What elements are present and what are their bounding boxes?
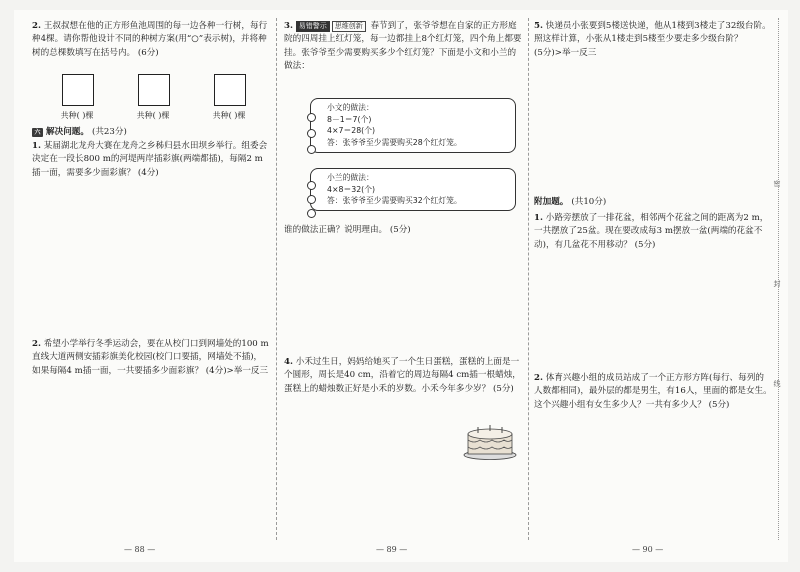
binder-ring-icon bbox=[307, 209, 316, 218]
page-number-88: — 88 — bbox=[124, 544, 156, 554]
section-title: 解决问题。 bbox=[46, 127, 89, 137]
question-number: 2. bbox=[32, 339, 41, 349]
column-divider bbox=[528, 18, 529, 540]
question-points: (5分) bbox=[634, 239, 656, 250]
question-points: (5分) bbox=[708, 399, 730, 410]
xiaowen-method-box bbox=[310, 98, 516, 153]
question-points: (5分) bbox=[389, 225, 411, 235]
extra-section-heading bbox=[534, 196, 606, 209]
column-left bbox=[32, 20, 270, 540]
method-answer: 答：张爷爷至少需要购买32个红灯笼。 bbox=[327, 196, 462, 206]
page-number-90: — 90 — bbox=[632, 544, 664, 554]
binder-ring-icon bbox=[307, 129, 316, 138]
fishpond-square-2[interactable] bbox=[138, 74, 170, 106]
section-points: (共10分) bbox=[571, 197, 607, 207]
question-number: 2. bbox=[534, 373, 543, 383]
seal-mark-xian: 线 bbox=[773, 380, 781, 387]
tag-thinking-innovation: 思维创新 bbox=[332, 21, 366, 32]
question-points: (6分) bbox=[137, 47, 159, 58]
question-stairs bbox=[534, 20, 772, 60]
question-tree-planting bbox=[32, 20, 270, 60]
question-text: 小路旁摆放了一排花盆，相邻两个花盆之间的距离为2 m，一共摆放了25盆。现在要改成每3 m摆放一盆(两端的花盆不动)，有几盆花不用移动？ bbox=[534, 213, 769, 250]
question-points: (4分) bbox=[137, 167, 159, 178]
method-title: 小兰的做法： bbox=[327, 173, 374, 182]
section-icon: 六 bbox=[32, 128, 43, 137]
question-number: 1. bbox=[32, 141, 41, 151]
question-number: 4. bbox=[284, 357, 293, 367]
binder-ring-icon bbox=[307, 181, 316, 190]
question-lanterns bbox=[284, 20, 522, 73]
question-text: 小禾过生日，妈妈给她买了一个生日蛋糕，蛋糕的上面是一个圆形，周长是40 cm，沿着它的周边每隔4 cm插一根蜡烛，蛋糕上的蜡烛数正好是小禾的岁数。小禾今年多少岁？ bbox=[284, 357, 521, 394]
method-title: 小文的做法： bbox=[327, 103, 374, 112]
birthday-cake-image bbox=[462, 422, 518, 460]
seal-mark-feng: 封 bbox=[773, 280, 781, 287]
tree-count-label-1: 共种( )棵 bbox=[60, 111, 94, 120]
question-number: 2. bbox=[32, 21, 41, 31]
question-text: 某届湖北龙舟大赛在龙舟之乡秭归县水田坝乡举行。组委会决定在一段长800 m的河堤两岸插彩旗(两端都插)，每隔2 m插一面，需要多少面彩旗？ bbox=[32, 141, 268, 178]
question-points: (4分)>举一反三 bbox=[205, 365, 269, 376]
question-dragon-boat-flags bbox=[32, 140, 270, 180]
question-text: 体育兴趣小组的成员站成了一个正方形方阵(每行、每列的人数都相同)，最外层的都是男生，有16人，里面的都是女生。这个兴趣小组有女生多少人？一共有多少人？ bbox=[534, 373, 772, 410]
tag-error-warning: 易错警示 bbox=[296, 21, 330, 32]
question-number: 1. bbox=[534, 213, 543, 223]
method-answer: 答：张爷爷至少需要购买28个红灯笼。 bbox=[327, 138, 462, 148]
binder-ring-icon bbox=[307, 145, 316, 154]
fishpond-square-3[interactable] bbox=[214, 74, 246, 106]
binder-ring-icon bbox=[307, 195, 316, 204]
question-points: (5分) bbox=[493, 383, 514, 394]
question-points: (5分)>举一反三 bbox=[534, 47, 597, 58]
column-right bbox=[534, 20, 772, 540]
section-heading bbox=[32, 126, 127, 139]
section-title: 附加题。 bbox=[534, 197, 569, 207]
method-step: 8－1＝7(个) bbox=[327, 114, 372, 124]
question-sports-day-flags bbox=[32, 338, 270, 378]
question-number: 3. bbox=[284, 21, 293, 31]
seal-line bbox=[778, 18, 779, 540]
question-text: 王叔叔想在他的正方形鱼池周围的每一边各种一行树，每行种4棵。请你帮他设计不同的种树方案(用“○”表示树)，并将种树的总棵数填写在括号内。 bbox=[32, 21, 268, 58]
column-divider bbox=[276, 18, 277, 540]
question-lanterns-ask bbox=[284, 224, 522, 237]
question-text: 谁的做法正确？说明理由。 bbox=[284, 225, 388, 235]
question-birthday-cake bbox=[284, 356, 522, 396]
section-points: (共23分) bbox=[91, 127, 127, 137]
question-text: 快递员小张要到5楼送快递，他从1楼到3楼走了32级台阶。照这样计算，小张从1楼走到5楼至少要走多少级台阶？ bbox=[534, 21, 771, 45]
binder-ring-icon bbox=[307, 113, 316, 122]
question-text: 春节到了，张爷爷想在自家的正方形庭院的四周挂上红灯笼，每一边都挂上8个红灯笼，四个角上都要挂。张爷爷至少需要购买多少个红灯笼？下面是小文和小兰的做法： bbox=[284, 21, 522, 71]
seal-mark-mi: 密 bbox=[773, 180, 781, 187]
method-step: 4×8＝32(个) bbox=[327, 184, 376, 194]
question-square-formation bbox=[534, 372, 772, 412]
tree-plan-boxes bbox=[32, 74, 262, 126]
question-flowerpots bbox=[534, 212, 772, 252]
page-number-89: — 89 — bbox=[376, 544, 408, 554]
method-step: 4×7＝28(个) bbox=[327, 126, 376, 136]
fishpond-square-1[interactable] bbox=[62, 74, 94, 106]
question-number: 5. bbox=[534, 21, 543, 31]
column-middle bbox=[284, 20, 522, 540]
worksheet-page bbox=[14, 10, 788, 562]
question-text: 希望小学举行冬季运动会，要在从校门口到网墙处的100 m直线大道两侧安插彩旗美化校园(校门口要插，网墙处不插)，如果每隔4 m插一面，一共要插多少面彩旗？ bbox=[32, 339, 269, 376]
tree-count-label-3: 共种( )棵 bbox=[212, 111, 246, 120]
tree-count-label-2: 共种( )棵 bbox=[136, 111, 170, 120]
xiaolan-method-box bbox=[310, 168, 516, 211]
